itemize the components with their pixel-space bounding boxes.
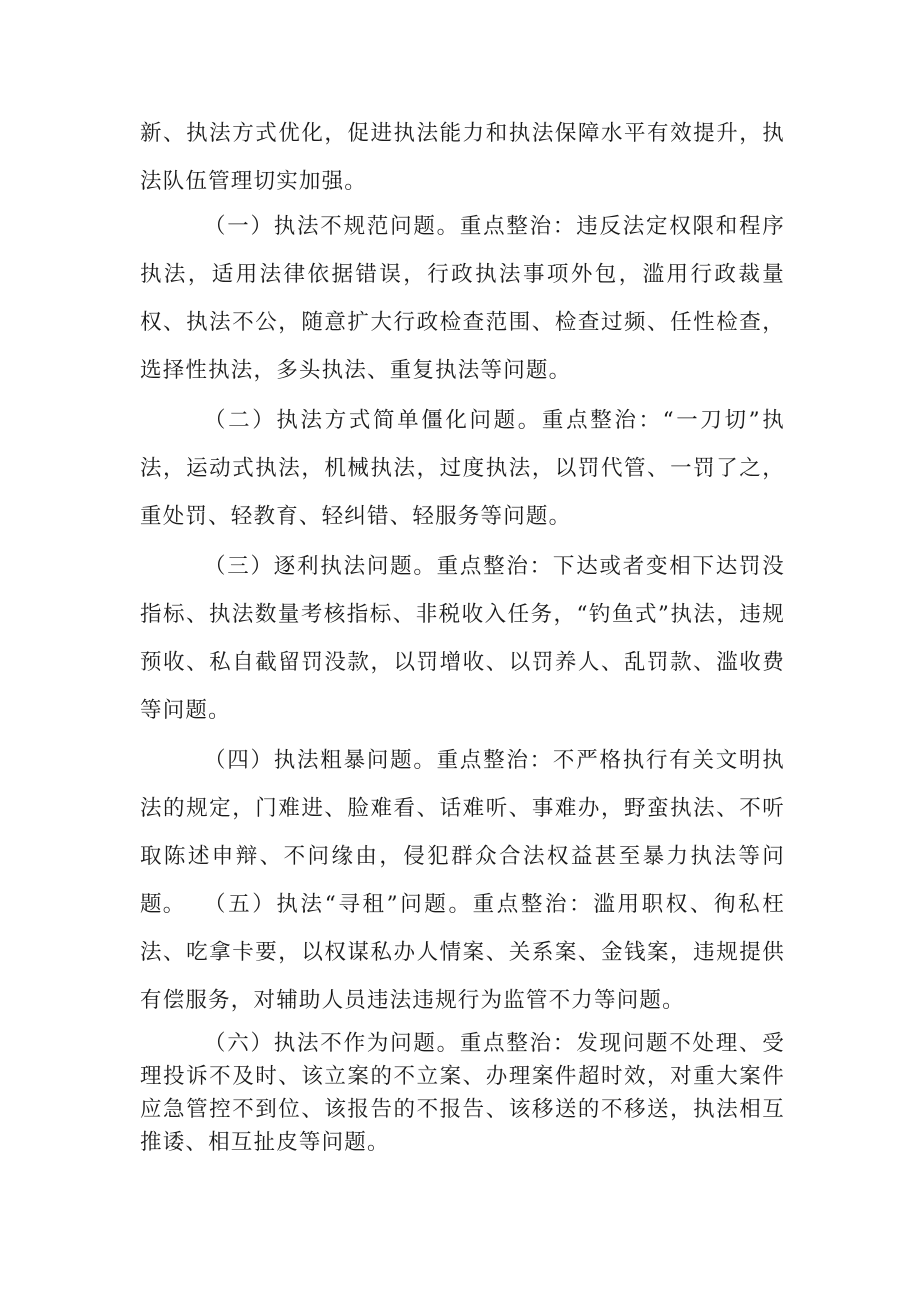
paragraph-item-5: （五）执法“寻租”问题。重点整治：滥用职权、徇私枉法、吃拿卡要，以权谋私办人情案、关系案、金钱案，违规提供有偿服务，对辅助人员违法违规行为监管不力等问题。 <box>140 892 785 1013</box>
paragraph-item-4: （四）执法粗暴问题。重点整治：不严格执行有关文明执法的规定，门难进、脸难看、话难听、事难办，野蛮执法、不听取陈述申辩、不问缘由，侵犯群众合法权益甚至暴力执法等问题。 <box>140 748 785 917</box>
paragraph-item-3: （三）逐利执法问题。重点整治：下达或者变相下达罚没指标、执法数量考核指标、非税收入任务，“钓鱼式”执法，违规预收、私自截留罚没款，以罚增收、以罚养人、乱罚款、滥收费等问题。 <box>140 554 785 723</box>
paragraph-continuation: 新、执法方式优化，促进执法能力和执法保障水平有效提升，执法队伍管理切实加强。 <box>140 121 785 194</box>
paragraph-item-6: （六）执法不作为问题。重点整治：发现问题不处理、受理投诉不及时、该立案的不立案、办理案件超时效，对重大案件应急管控不到位、该报告的不报告、该移送的不移送，执法相互推诿、相互扯皮等问题。 <box>140 1031 785 1155</box>
paragraph-item-2: （二）执法方式简单僵化问题。重点整治：“一刀切”执法，运动式执法，机械执法，过度执法，以罚代管、一罚了之，重处罚、轻教育、轻纠错、轻服务等问题。 <box>140 408 785 529</box>
paragraph-item-1: （一）执法不规范问题。重点整治：违反法定权限和程序执法，适用法律依据错误，行政执法事项外包，滥用行政裁量权、执法不公，随意扩大行政检查范围、检查过频、任性检查，选择性执法，多头执法、重复执法等问题。 <box>140 214 785 383</box>
